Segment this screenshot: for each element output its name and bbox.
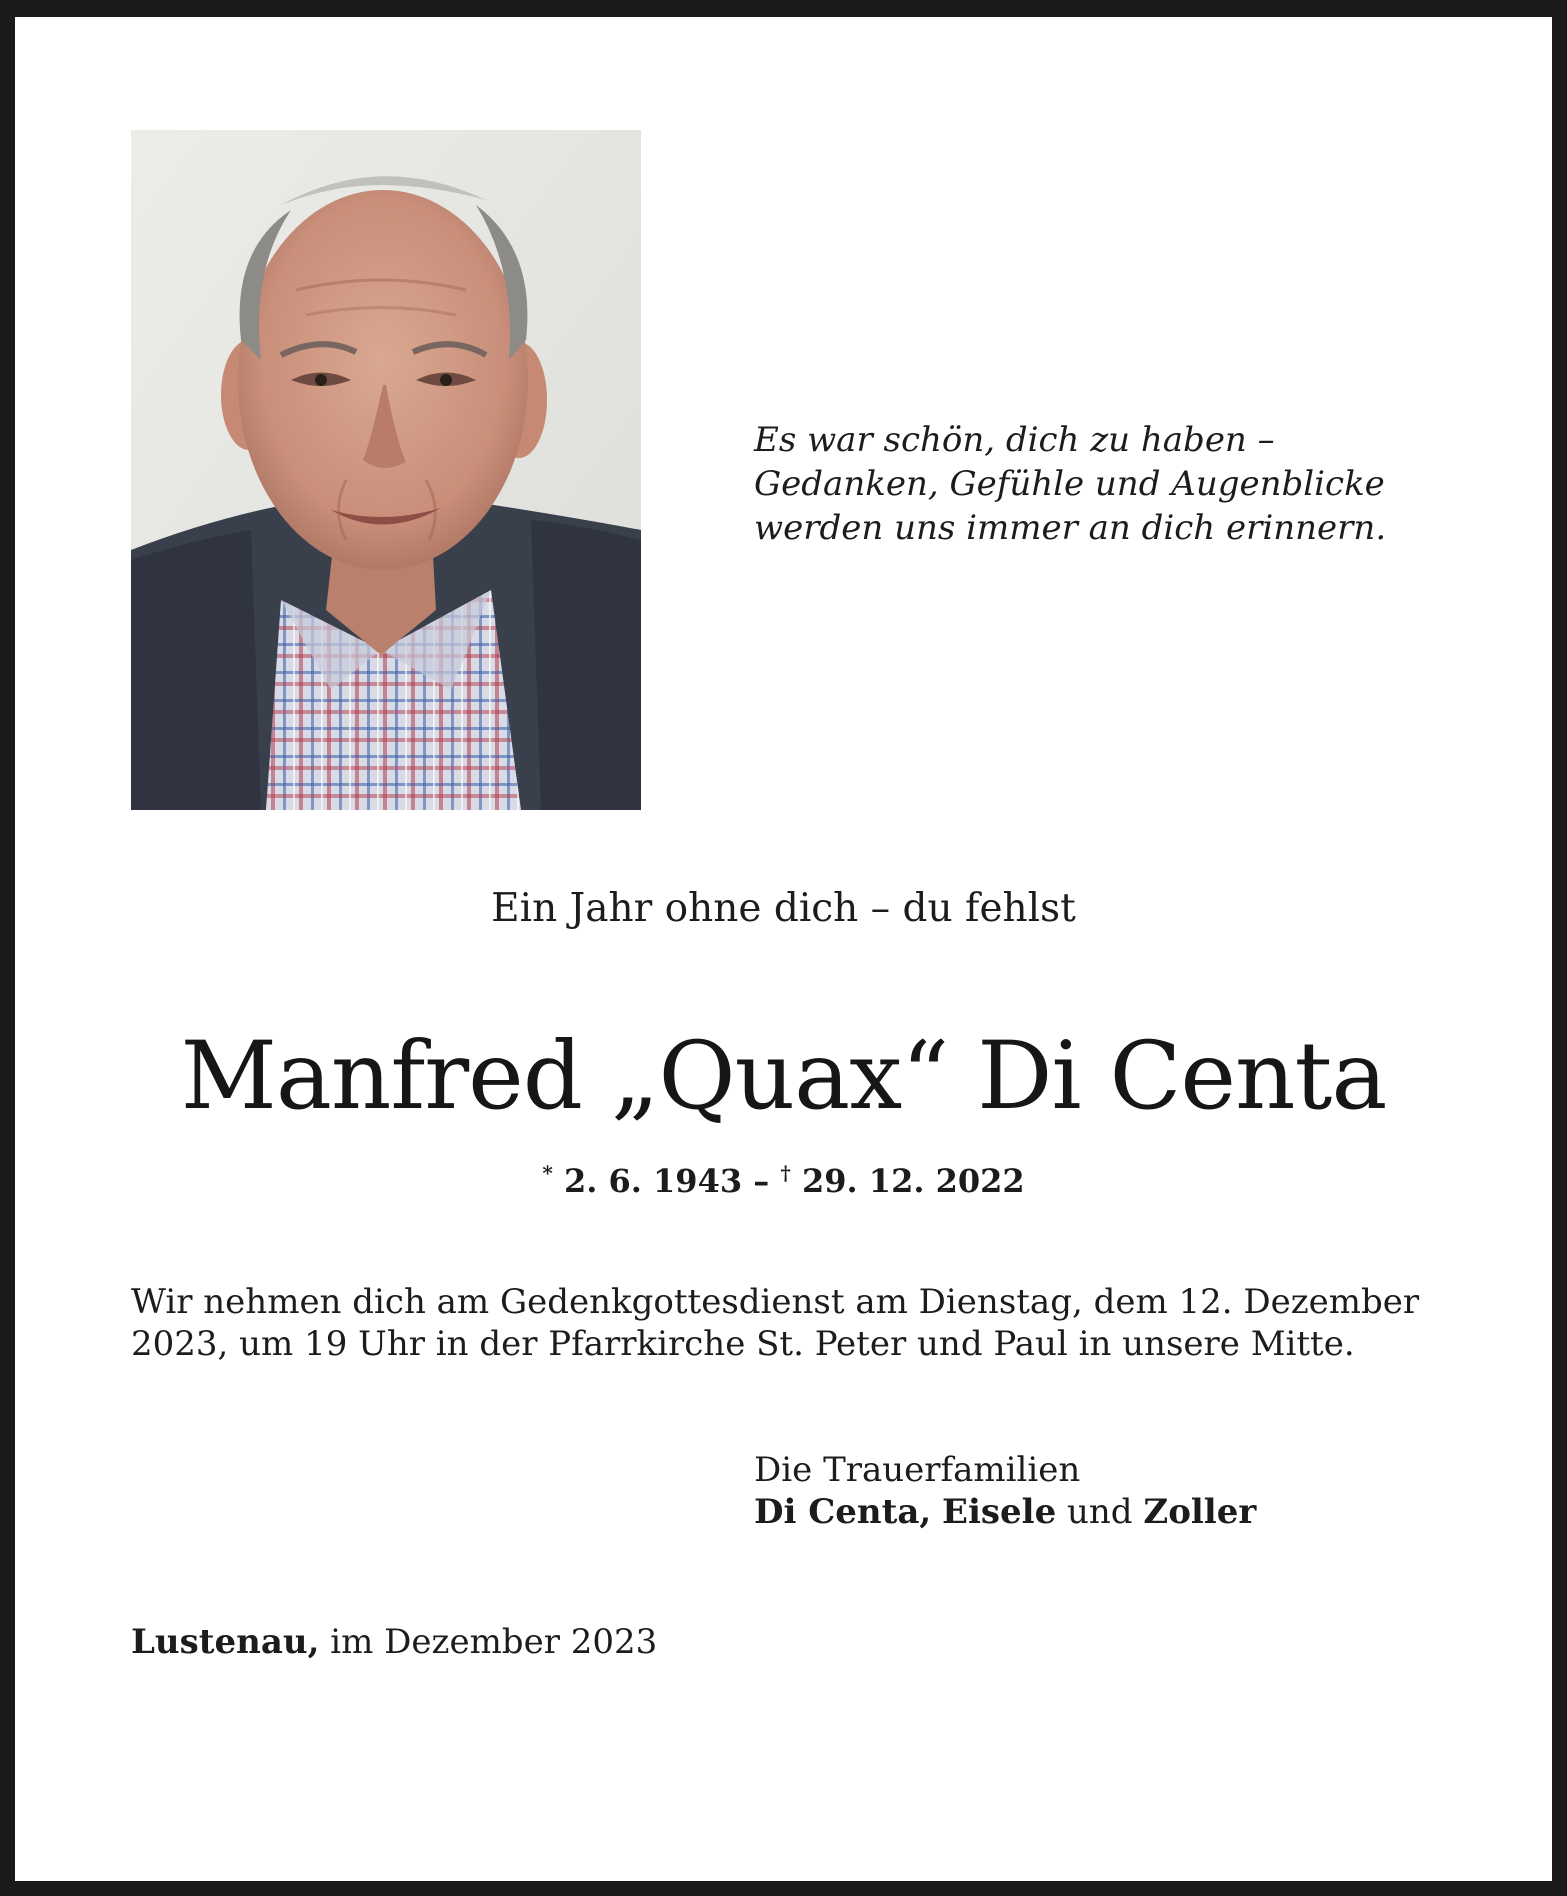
place-and-date (131, 1621, 1031, 1663)
signature-intro: Die Trauerfamilien (754, 1450, 1081, 1490)
portrait-image (131, 130, 641, 810)
subtitle: Ein Jahr ohne dich – du fehlst (491, 886, 1076, 931)
signature (754, 1449, 1454, 1533)
quote-line-3: werden uns immer an dich erinnern. (754, 508, 1387, 548)
memorial-service-text (131, 1281, 1451, 1365)
birth-date: 2. 6. 1943 (563, 1162, 743, 1200)
life-dates (0, 1153, 1567, 1201)
birth-mark: * (542, 1161, 553, 1185)
date-separator: – (753, 1162, 770, 1200)
service-line-1: Wir nehmen dich am Gedenkgottesdienst am Dienstag, dem 12. Dezember (131, 1282, 1420, 1322)
family-name-3: Zoller (1143, 1492, 1257, 1532)
deceased-name: Manfred „Quax“ Di Centa (180, 1022, 1387, 1131)
service-line-2: 2023, um 19 Uhr in der Pfarrkirche St. Peter und Paul in unsere Mitte. (131, 1324, 1355, 1364)
quote-line-1: Es war schön, dich zu haben – (754, 420, 1275, 460)
family-name-2: Eisele (942, 1492, 1057, 1532)
death-date: 29. 12. 2022 (801, 1162, 1025, 1200)
place-date: im Dezember 2023 (330, 1622, 658, 1662)
place-town: Lustenau, (131, 1622, 320, 1662)
conjunction: und (1067, 1492, 1133, 1532)
portrait-photo (131, 130, 641, 810)
quote-line-2: Gedanken, Gefühle und Augenblicke (754, 464, 1385, 504)
family-names (754, 1491, 1454, 1533)
memorial-quote (754, 418, 1454, 550)
death-mark: † (780, 1161, 791, 1185)
family-name-1: Di Centa, (754, 1492, 932, 1532)
